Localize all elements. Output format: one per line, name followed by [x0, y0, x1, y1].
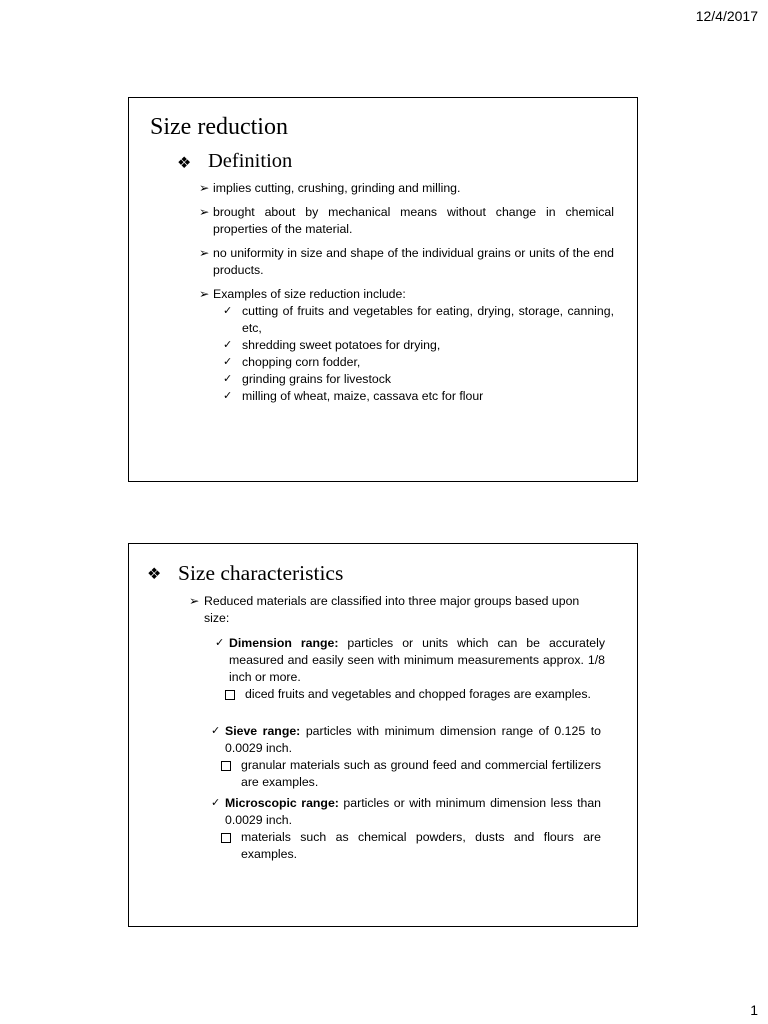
page-date: 12/4/2017 — [695, 8, 758, 24]
checkmark-icon: ✓ — [223, 373, 233, 385]
list-item: ➢ implies cutting, crushing, grinding and milling. — [199, 181, 461, 195]
list-item: ✓ cutting of fruits and vegetables for eating, drying, storage, canning, etc, — [223, 304, 614, 335]
slide-size-characteristics — [128, 543, 638, 927]
definition-list — [199, 180, 614, 405]
list-item: ✓ chopping corn fodder, — [223, 355, 361, 369]
list-item: ✓ shredding sweet potatoes for drying, — [223, 338, 441, 352]
checkmark-icon: ✓ — [223, 356, 233, 368]
diamond-bullet-icon: ❖ — [147, 566, 162, 583]
list-item: materials such as chemical powders, dusts and flours are examples. — [221, 829, 601, 863]
subtitle-text: Definition — [208, 150, 293, 172]
checkmark-icon: ✓ — [215, 637, 225, 649]
slide-size-reduction — [128, 97, 638, 482]
list-item: ✓ milling of wheat, maize, cassava etc for flour — [223, 389, 484, 403]
list-item: diced fruits and vegetables and chopped forages are examples. — [225, 686, 605, 703]
group-microscopic-range — [211, 795, 601, 863]
arrow-bullet-icon: ➢ — [199, 246, 210, 260]
checkmark-icon: ✓ — [223, 305, 233, 317]
term-label: Microscopic range: — [225, 796, 339, 810]
list-item: ➢ Examples of size reduction include: — [199, 287, 406, 301]
intro-paragraph — [189, 593, 605, 627]
arrow-bullet-icon: ➢ — [189, 594, 200, 608]
arrow-bullet-icon: ➢ — [199, 287, 210, 301]
list-item: ✓ Dimension range: particles or units which can be accurately measured and easily seen with minimum measurements approx. 1/8 inch or more. — [215, 636, 606, 684]
arrow-bullet-icon: ➢ — [199, 205, 210, 219]
page-number: 1 — [750, 1002, 758, 1018]
diamond-bullet-icon: ❖ — [177, 155, 192, 172]
slide-title: Size reduction — [150, 114, 288, 140]
square-bullet-icon — [221, 761, 231, 771]
term-label: Dimension range: — [229, 636, 339, 650]
list-item: ✓ grinding grains for livestock — [223, 372, 391, 386]
checkmark-icon: ✓ — [211, 725, 221, 737]
group-sieve-range — [211, 723, 601, 791]
list-item: ➢ no uniformity in size and shape of the individual grains or units of the end products. — [199, 246, 614, 277]
list-item: granular materials such as ground feed and commercial fertilizers are examples. — [221, 757, 601, 791]
list-item: ✓ Microscopic range: particles or with minimum dimension less than 0.0029 inch. — [211, 796, 602, 827]
square-bullet-icon — [225, 690, 235, 700]
group-dimension-range — [215, 635, 605, 703]
checkmark-icon: ✓ — [223, 390, 233, 402]
checkmark-icon: ✓ — [211, 797, 221, 809]
list-item: ➢ brought about by mechanical means without change in chemical properties of the material. — [199, 205, 614, 236]
list-item: ➢ Reduced materials are classified into three major groups based upon size: — [189, 594, 580, 625]
term-label: Sieve range: — [225, 724, 301, 738]
title-text: Size characteristics — [178, 561, 344, 585]
arrow-bullet-icon: ➢ — [199, 181, 210, 195]
checkmark-icon: ✓ — [223, 339, 233, 351]
examples-list — [199, 303, 614, 405]
square-bullet-icon — [221, 833, 231, 843]
list-item: ✓ Sieve range: particles with minimum dimension range of 0.125 to 0.0029 inch. — [211, 724, 601, 755]
slide-subtitle — [177, 150, 292, 173]
slide-title — [147, 561, 343, 586]
